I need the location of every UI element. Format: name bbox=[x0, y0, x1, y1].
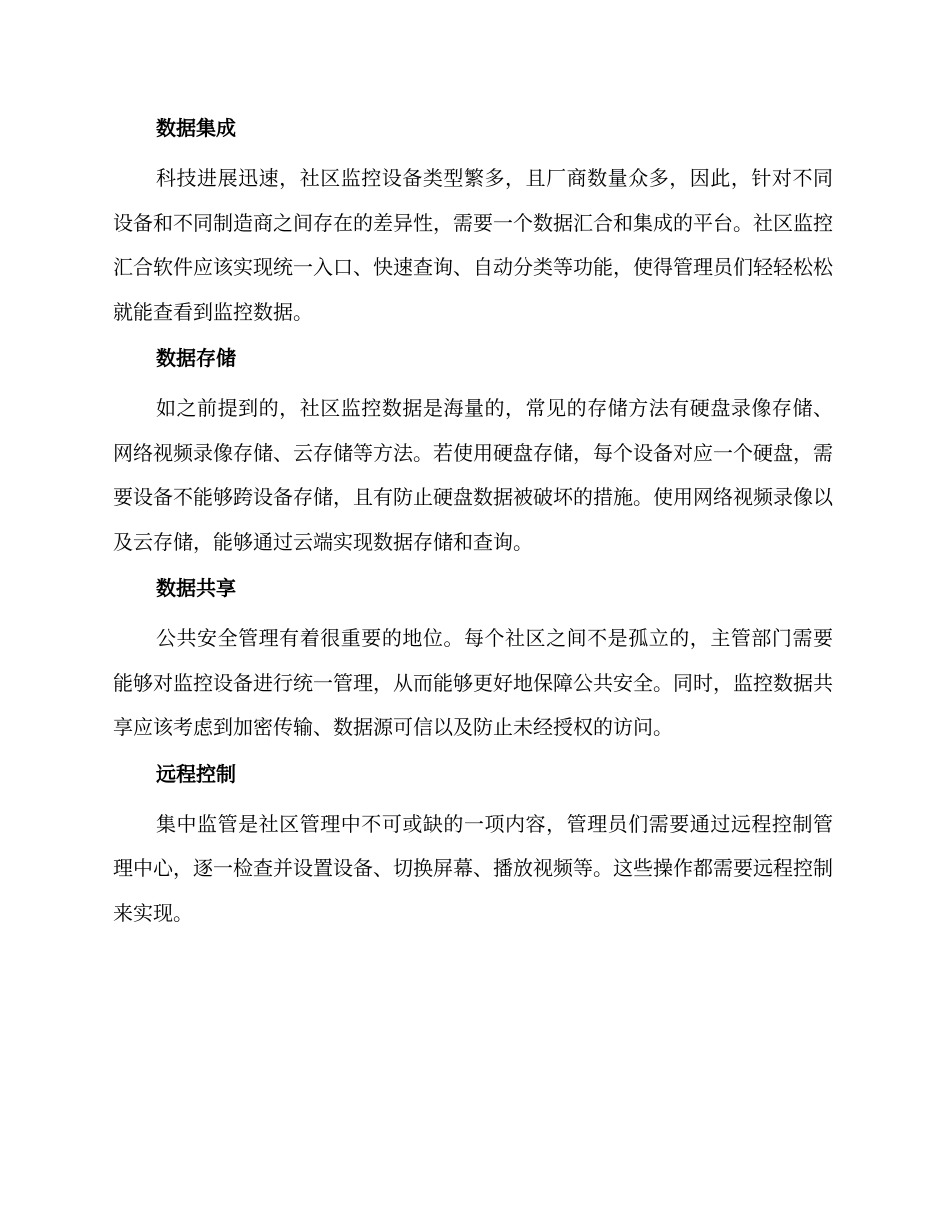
section-paragraph: 集中监管是社区管理中不可或缺的一项内容，管理员们需要通过远程控制管理中心，逐一检查并设置设备、切换屏幕、播放视频等。这些操作都需要远程控制来实现。 bbox=[113, 811, 833, 925]
section-remote-control bbox=[113, 758, 833, 936]
section-heading: 数据集成 bbox=[156, 116, 236, 140]
section-data-sharing bbox=[113, 572, 833, 750]
section-heading: 远程控制 bbox=[156, 761, 236, 786]
document-content bbox=[113, 112, 833, 943]
section-heading: 数据存储 bbox=[156, 346, 236, 370]
section-data-integration bbox=[113, 112, 833, 334]
section-paragraph: 公共安全管理有着很重要的地位。每个社区之间不是孤立的，主管部门需要能够对监控设备进行统一管理，从而能够更好地保障公共安全。同时，监控数据共享应该考虑到加密传输、数据源可信以及防止未经授权的访问。 bbox=[113, 626, 833, 739]
section-data-storage bbox=[113, 342, 833, 564]
section-paragraph: 科技进展迅速，社区监控设备类型繁多，且厂商数量众多，因此，针对不同设备和不同制造商之间存在的差异性，需要一个数据汇合和集成的平台。社区监控汇合软件应该实现统一入口、快速查询、自动分类等功能，使得管理员们轻轻松松就能查看到监控数据。 bbox=[113, 166, 833, 324]
section-heading: 数据共享 bbox=[156, 576, 236, 600]
section-paragraph: 如之前提到的，社区监控数据是海量的，常见的存储方法有硬盘录像存储、网络视频录像存储、云存储等方法。若使用硬盘存储，每个设备对应一个硬盘，需要设备不能够跨设备存储，且有防止硬盘数据被破坏的措施。使用网络视频录像以及云存储，能够通过云端实现数据存储和查询。 bbox=[113, 396, 833, 554]
